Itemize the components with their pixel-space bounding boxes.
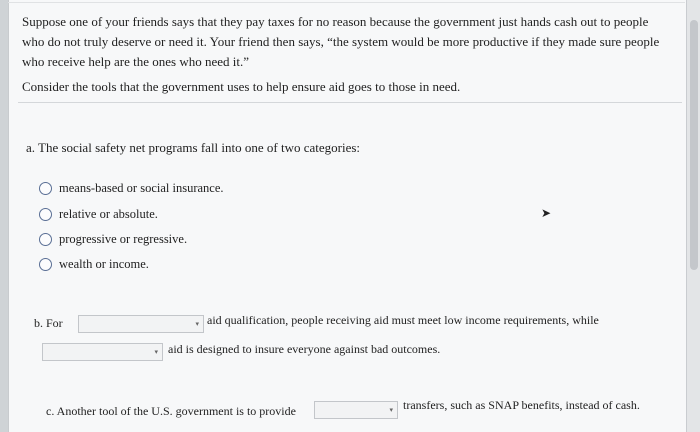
option-relative[interactable] — [39, 207, 158, 222]
option-wealth[interactable] — [39, 257, 149, 272]
part-c-text: transfers, such as SNAP benefits, instead of cash. — [403, 398, 640, 412]
radio-button[interactable] — [39, 182, 52, 195]
section-divider — [18, 102, 682, 103]
radio-button[interactable] — [39, 233, 52, 246]
question-intro: Suppose one of your friends says that they pay taxes for no reason because the government just hands cash out to people who do not truly deserve or need it. Your friend then says, “the system would be more productive if they made sure people who receive help are the ones who need it.” — [22, 14, 660, 69]
scroll-thumb[interactable] — [690, 20, 698, 270]
part-b-text-2: aid is designed to insure everyone against bad outcomes. — [168, 342, 441, 356]
scrollbar[interactable] — [686, 0, 700, 432]
option-label: wealth or income. — [59, 257, 149, 271]
option-means-based[interactable] — [39, 181, 224, 196]
chevron-down-icon: ▾ — [154, 348, 158, 356]
part-b-dropdown-1[interactable] — [78, 315, 204, 333]
part-b-dropdown-2[interactable] — [42, 343, 163, 361]
part-b-label: b. For — [34, 316, 63, 330]
chevron-down-icon: ▾ — [195, 320, 199, 328]
part-c-dropdown[interactable] — [314, 401, 398, 419]
option-label: means-based or social insurance. — [59, 181, 224, 195]
option-progressive[interactable] — [39, 232, 187, 247]
question-instruction: Consider the tools that the government uses to help ensure aid goes to those in need. — [22, 79, 461, 94]
option-label: relative or absolute. — [59, 207, 158, 221]
mouse-pointer-icon: ➤ — [541, 206, 552, 220]
part-a-prompt: a. The social safety net programs fall into one of two categories: — [26, 140, 361, 155]
chevron-down-icon: ▾ — [389, 406, 393, 414]
part-b-text-1: aid qualification, people receiving aid must meet low income requirements, while — [207, 313, 599, 327]
option-label: progressive or regressive. — [59, 232, 188, 246]
part-c-label: c. Another tool of the U.S. government is to provide — [46, 404, 296, 418]
radio-button[interactable] — [39, 208, 52, 221]
top-divider — [8, 2, 685, 3]
radio-button[interactable] — [39, 258, 52, 271]
